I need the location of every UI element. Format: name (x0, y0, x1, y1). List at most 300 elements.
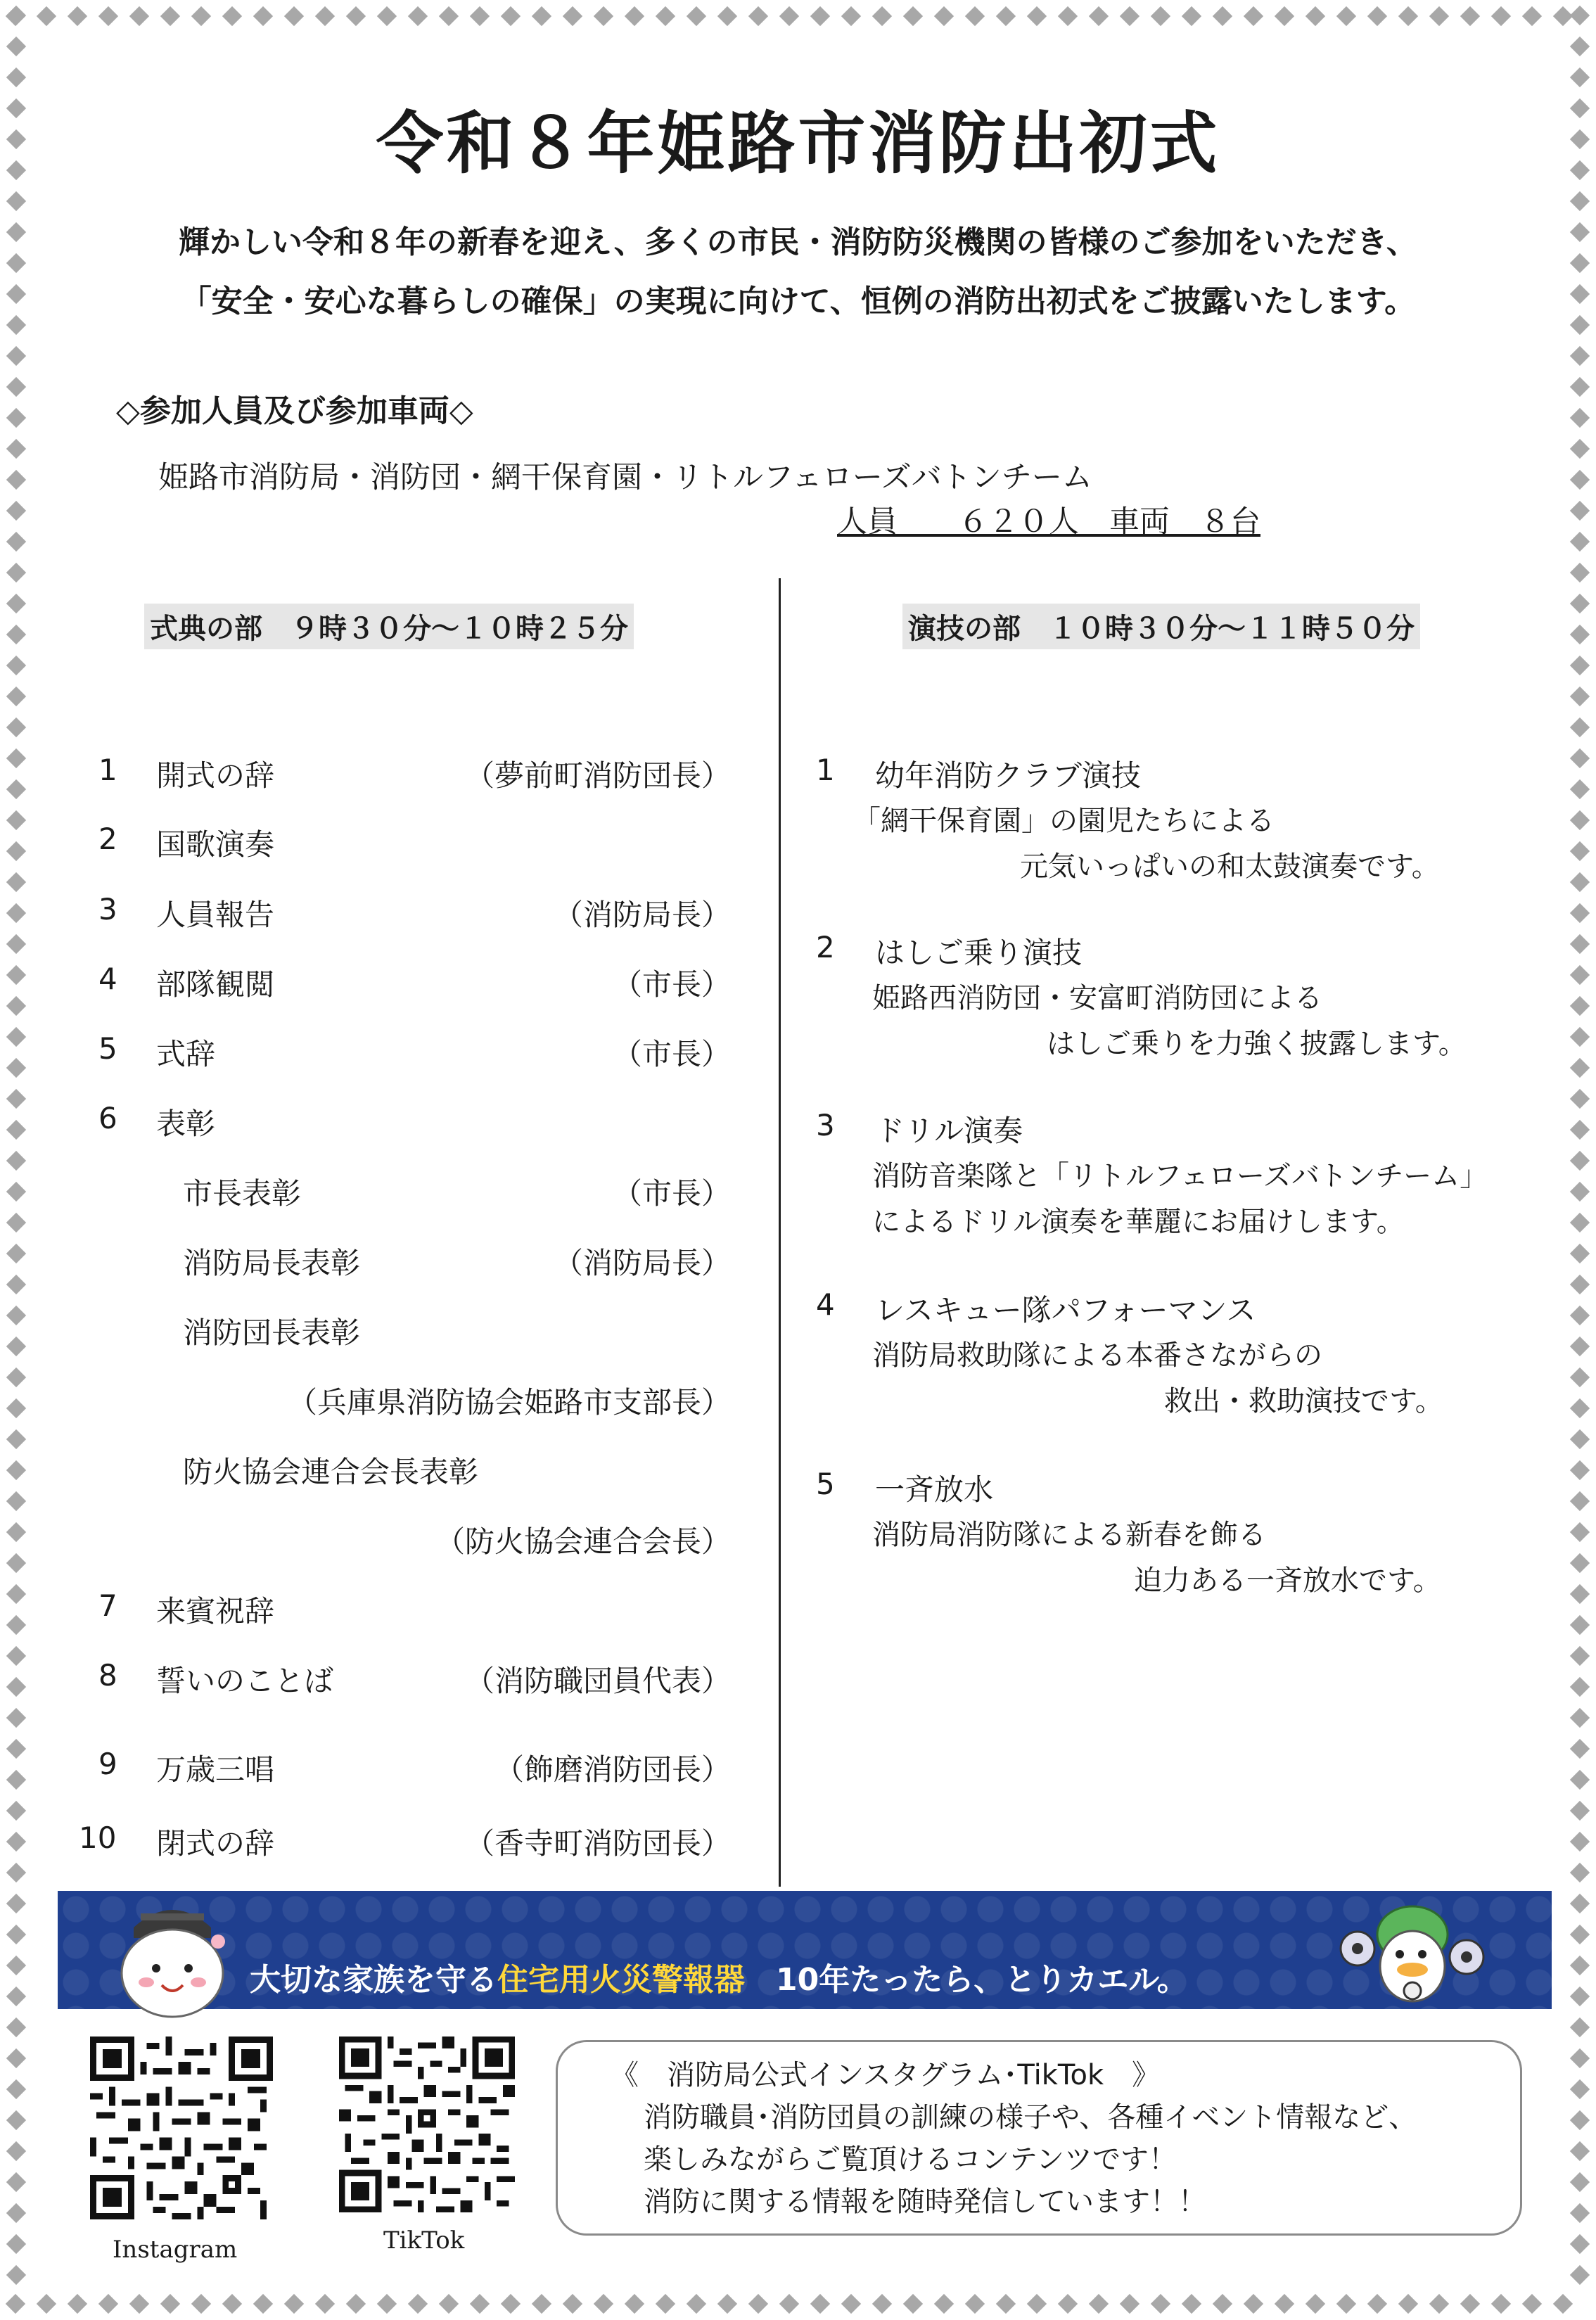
border-diamond (6, 2141, 26, 2161)
border-diamond (1570, 2203, 1590, 2223)
border-diamond (6, 2265, 26, 2285)
border-diamond (1213, 2294, 1232, 2314)
border-diamond (1570, 1151, 1590, 1171)
border-diamond (1570, 37, 1590, 56)
border-diamond (1570, 1894, 1590, 1913)
ceremony-item-presenter: （消防局長） (553, 898, 731, 932)
border-diamond (779, 6, 799, 26)
border-diamond (6, 377, 26, 397)
border-diamond (1491, 2294, 1511, 2314)
border-diamond (6, 1956, 26, 1975)
decorative-border-top (0, 0, 1596, 32)
border-diamond (6, 1832, 26, 1851)
border-diamond (6, 439, 26, 459)
performance-item-title: 幼年消防クラブ演技 (875, 758, 1142, 793)
ceremony-item-number: 6 (98, 1101, 117, 1135)
border-diamond (1570, 1987, 1590, 2006)
border-diamond (6, 532, 26, 552)
border-diamond (6, 625, 26, 644)
border-diamond (68, 6, 87, 26)
border-diamond (1570, 470, 1590, 490)
ceremony-heading: 式典の部 ９時３０分～１０時２５分 (144, 604, 634, 649)
border-diamond (6, 1460, 26, 1480)
border-diamond (1522, 2294, 1542, 2314)
border-diamond (6, 1182, 26, 1202)
ceremony-item-number: 10 (79, 1821, 117, 1855)
border-diamond (1570, 68, 1590, 87)
border-diamond (1570, 1584, 1590, 1604)
border-diamond (6, 1120, 26, 1140)
border-diamond (1398, 6, 1418, 26)
border-diamond (98, 2294, 118, 2314)
award-presenter: （防火協会連合会長） (435, 1524, 731, 1559)
border-diamond (1570, 965, 1590, 985)
award-presenter: （市長） (612, 1176, 731, 1211)
border-diamond (6, 470, 26, 490)
border-diamond (1275, 2294, 1294, 2314)
border-diamond (377, 6, 397, 26)
border-diamond (656, 2294, 675, 2314)
border-diamond (965, 6, 985, 26)
border-diamond (1120, 2294, 1139, 2314)
ceremony-item-label: 国歌演奏 (156, 827, 275, 862)
performance-item-desc: 元気いっぱいの和太鼓演奏です。 (1020, 850, 1440, 883)
ceremony-item-label: 人員報告 (156, 898, 275, 932)
border-diamond (1244, 6, 1263, 26)
border-diamond (6, 1306, 26, 1325)
border-diamond (1570, 625, 1590, 644)
border-diamond (439, 2294, 459, 2314)
border-diamond (1570, 1275, 1590, 1294)
border-diamond (315, 6, 335, 26)
border-diamond (6, 1894, 26, 1913)
border-diamond (1570, 532, 1590, 552)
page-title: 令和８年姫路市消防出初式 (376, 104, 1220, 183)
performance-item-desc: 救出・救助演技です。 (1164, 1385, 1443, 1417)
ceremony-item-label: 万歳三唱 (156, 1752, 275, 1787)
border-diamond (748, 6, 768, 26)
performance-item-number: 5 (816, 1467, 835, 1501)
ceremony-item-number: 2 (98, 822, 117, 856)
column-divider (779, 578, 781, 1887)
border-diamond (563, 2294, 582, 2314)
border-diamond (191, 6, 211, 26)
border-diamond (996, 6, 1016, 26)
border-diamond (346, 6, 366, 26)
border-diamond (1058, 6, 1078, 26)
border-diamond (532, 2294, 551, 2314)
ceremony-item-number: 5 (98, 1031, 117, 1066)
intro-line-1: 輝かしい令和８年の新春を迎え、多くの市民・消防防災機関の皆様のご参加をいただき、 (179, 224, 1417, 260)
instagram-qr-label: Instagram (113, 2236, 238, 2264)
border-diamond (717, 2294, 737, 2314)
tiktok-qr-label: TikTok (383, 2226, 465, 2255)
border-diamond (6, 1553, 26, 1573)
banner-text-tail: 10年たったら、とりカエル。 (745, 1962, 1188, 1998)
instagram-qr-code[interactable] (90, 2037, 273, 2219)
border-diamond (6, 594, 26, 613)
border-diamond (6, 1058, 26, 1078)
ceremony-item-label: 誓いのことば (156, 1664, 334, 1698)
border-diamond (501, 2294, 521, 2314)
border-diamond (625, 2294, 644, 2314)
ceremony-item-number: 9 (98, 1747, 117, 1781)
social-info-line: 消防職員･消防団員の訓練の様子や、各種イベント情報など、 (644, 2101, 1417, 2134)
border-diamond (160, 6, 180, 26)
performance-item-title: レスキュー隊パフォーマンス (875, 1293, 1256, 1327)
border-diamond (1182, 6, 1201, 26)
border-diamond (1570, 934, 1590, 954)
border-diamond (6, 2172, 26, 2192)
border-diamond (1570, 408, 1590, 428)
border-diamond (1570, 687, 1590, 706)
border-diamond (6, 903, 26, 923)
award-presenter: （兵庫県消防協会姫路市支部長） (287, 1385, 731, 1420)
ceremony-item-presenter: （夢前町消防団長） (464, 758, 731, 793)
border-diamond (965, 2294, 985, 2314)
border-diamond (1570, 2079, 1590, 2099)
mascot-left-image (113, 1899, 232, 2019)
border-diamond (1570, 439, 1590, 459)
border-diamond (1570, 6, 1590, 25)
border-diamond (1275, 6, 1294, 26)
border-diamond (996, 2294, 1016, 2314)
border-diamond (872, 6, 892, 26)
border-diamond (1570, 1089, 1590, 1109)
border-diamond (6, 37, 26, 56)
border-diamond (6, 2048, 26, 2068)
border-diamond (1570, 1925, 1590, 1944)
border-diamond (1367, 6, 1387, 26)
intro-line-2: 「安全・安心な暮らしの確保」の実現に向けて、恒例の消防出初式をご披露いたします。 (180, 283, 1416, 319)
border-diamond (68, 2294, 87, 2314)
border-diamond (1570, 1306, 1590, 1325)
ceremony-item-presenter: （市長） (612, 1037, 731, 1071)
border-diamond (1570, 501, 1590, 521)
border-diamond (1570, 1832, 1590, 1851)
border-diamond (1244, 2294, 1263, 2314)
border-diamond (1570, 718, 1590, 737)
ceremony-item-label: 式辞 (156, 1037, 216, 1071)
border-diamond (934, 2294, 954, 2314)
border-diamond (1570, 1677, 1590, 1697)
border-diamond (1570, 1646, 1590, 1666)
border-diamond (625, 6, 644, 26)
border-diamond (6, 191, 26, 211)
border-diamond (6, 1770, 26, 1790)
border-diamond (6, 1429, 26, 1449)
border-diamond (1570, 1182, 1590, 1202)
border-diamond (6, 996, 26, 1016)
social-info-line: 消防に関する情報を随時発信しています！！ (644, 2186, 1206, 2218)
border-diamond (6, 1677, 26, 1697)
performance-item-desc: 消防音楽隊と「リトルフェローズバトンチーム」 (872, 1160, 1488, 1192)
border-diamond (1570, 1801, 1590, 1821)
border-diamond (903, 6, 923, 26)
border-diamond (6, 1089, 26, 1109)
border-diamond (934, 6, 954, 26)
award-label: 防火協会連合会長表彰 (183, 1455, 479, 1489)
award-label: 市長表彰 (183, 1176, 302, 1211)
ceremony-item-label: 来賓祝辞 (156, 1594, 275, 1629)
border-diamond (1570, 377, 1590, 397)
border-diamond (1460, 2294, 1480, 2314)
border-diamond (6, 872, 26, 892)
performance-item-title: 一斉放水 (875, 1472, 994, 1507)
border-diamond (6, 563, 26, 582)
border-diamond (6, 748, 26, 768)
border-diamond (1522, 6, 1542, 26)
border-diamond (1570, 779, 1590, 799)
border-diamond (129, 6, 149, 26)
border-diamond (1336, 6, 1356, 26)
banner-text-lead: 大切な家族を守る (250, 1962, 497, 1998)
border-diamond (1570, 563, 1590, 582)
border-diamond (6, 1987, 26, 2006)
decorative-border-bottom (0, 2288, 1596, 2320)
border-diamond (6, 1646, 26, 1666)
border-diamond (1570, 1337, 1590, 1356)
border-diamond (810, 2294, 830, 2314)
border-diamond (6, 1708, 26, 1728)
border-diamond (1570, 346, 1590, 366)
border-diamond (1570, 841, 1590, 861)
ceremony-item-presenter: （市長） (612, 967, 731, 1002)
border-diamond (1570, 1120, 1590, 1140)
award-presenter: （消防局長） (553, 1246, 731, 1280)
border-diamond (470, 2294, 490, 2314)
border-diamond (1570, 1491, 1590, 1511)
border-diamond (6, 656, 26, 675)
border-diamond (1570, 1244, 1590, 1263)
border-diamond (1570, 748, 1590, 768)
border-diamond (6, 934, 26, 954)
award-label: 消防団長表彰 (183, 1315, 361, 1350)
border-diamond (1570, 1368, 1590, 1387)
border-diamond (1570, 1027, 1590, 1047)
border-diamond (160, 2294, 180, 2314)
participants-heading: ◇参加人員及び参加車両◇ (116, 393, 473, 429)
border-diamond (98, 6, 118, 26)
border-diamond (6, 1275, 26, 1294)
performance-item-desc: 姫路西消防団・安富町消防団による (872, 982, 1322, 1014)
border-diamond (6, 2079, 26, 2099)
border-diamond (222, 2294, 242, 2314)
border-diamond (1570, 2172, 1590, 2192)
border-diamond (1570, 996, 1590, 1016)
border-diamond (6, 1337, 26, 1356)
border-diamond (687, 6, 706, 26)
border-diamond (810, 6, 830, 26)
border-diamond (1570, 1739, 1590, 1759)
performance-item-number: 3 (816, 1108, 835, 1142)
border-diamond (687, 2294, 706, 2314)
border-diamond (191, 2294, 211, 2314)
banner-text-highlight: 住宅用火災警報器 (497, 1962, 745, 1998)
mascot-right-image (1329, 1892, 1491, 2019)
border-diamond (1570, 191, 1590, 211)
border-diamond (6, 2110, 26, 2130)
border-diamond (253, 6, 273, 26)
border-diamond (37, 6, 56, 26)
border-diamond (6, 1213, 26, 1232)
ceremony-item-number: 3 (98, 892, 117, 926)
ceremony-item-presenter: （香寺町消防団長） (464, 1826, 731, 1861)
border-diamond (315, 2294, 335, 2314)
border-diamond (1058, 2294, 1078, 2314)
border-diamond (408, 2294, 428, 2314)
performance-item-desc: によるドリル演奏を華麗にお届けします。 (872, 1206, 1405, 1238)
border-diamond (6, 1615, 26, 1635)
border-diamond (6, 965, 26, 985)
border-diamond (284, 2294, 304, 2314)
border-diamond (253, 2294, 273, 2314)
border-diamond (6, 841, 26, 861)
banner-text (250, 1954, 1188, 1999)
performance-item-number: 1 (816, 753, 835, 787)
border-diamond (377, 2294, 397, 2314)
border-diamond (284, 6, 304, 26)
border-diamond (1570, 903, 1590, 923)
border-diamond (1570, 1708, 1590, 1728)
border-diamond (1570, 1429, 1590, 1449)
border-diamond (1570, 1615, 1590, 1635)
border-diamond (656, 6, 675, 26)
performance-item-number: 4 (816, 1287, 835, 1322)
border-diamond (37, 2294, 56, 2314)
border-diamond (1491, 6, 1511, 26)
border-diamond (1367, 2294, 1387, 2314)
border-diamond (1570, 2018, 1590, 2037)
participants-counts: 人員 ６２０人 車両 ８台 (837, 504, 1260, 540)
border-diamond (779, 2294, 799, 2314)
border-diamond (1027, 6, 1047, 26)
decorative-border-left (0, 0, 32, 2320)
border-diamond (594, 2294, 613, 2314)
border-diamond (6, 1522, 26, 1542)
border-diamond (872, 2294, 892, 2314)
border-diamond (1570, 1058, 1590, 1078)
award-label: 消防局長表彰 (183, 1246, 361, 1280)
border-diamond (841, 6, 861, 26)
border-diamond (903, 2294, 923, 2314)
decorative-border-right (1564, 0, 1596, 2320)
border-diamond (6, 1584, 26, 1604)
border-diamond (6, 501, 26, 521)
border-diamond (1429, 6, 1449, 26)
border-diamond (532, 6, 551, 26)
border-diamond (346, 2294, 366, 2314)
border-diamond (1151, 2294, 1170, 2314)
performance-item-desc: 消防局消防隊による新春を飾る (872, 1519, 1266, 1551)
border-diamond (6, 1801, 26, 1821)
tiktok-qr-code[interactable] (339, 2037, 515, 2212)
border-diamond (6, 1244, 26, 1263)
performance-item-number: 2 (816, 930, 835, 964)
border-diamond (1570, 810, 1590, 830)
border-diamond (470, 6, 490, 26)
ceremony-item-label: 閉式の辞 (156, 1826, 275, 1861)
border-diamond (841, 2294, 861, 2314)
border-diamond (6, 1027, 26, 1047)
border-diamond (1429, 2294, 1449, 2314)
border-diamond (1570, 2048, 1590, 2068)
border-diamond (6, 1398, 26, 1418)
border-diamond (222, 6, 242, 26)
border-diamond (1151, 6, 1170, 26)
border-diamond (6, 779, 26, 799)
border-diamond (6, 810, 26, 830)
border-diamond (1089, 2294, 1109, 2314)
ceremony-item-presenter: （飾磨消防団長） (494, 1752, 731, 1787)
social-info-line: 楽しみながらご覧頂けるコンテンツです！ (644, 2143, 1177, 2176)
border-diamond (6, 687, 26, 706)
performance-item-desc: 迫力ある一斉放水です。 (1134, 1564, 1441, 1597)
border-diamond (748, 2294, 768, 2314)
border-diamond (6, 1925, 26, 1944)
border-diamond (1305, 6, 1325, 26)
ceremony-item-number: 4 (98, 962, 117, 996)
performance-heading: 演技の部 １０時３０分～１１時５０分 (902, 604, 1420, 649)
border-diamond (1213, 6, 1232, 26)
border-diamond (1089, 6, 1109, 26)
border-diamond (408, 6, 428, 26)
performance-item-desc: 「網干保育園」の園児たちによる (853, 805, 1275, 837)
border-diamond (1570, 2141, 1590, 2161)
border-diamond (1570, 656, 1590, 675)
border-diamond (1570, 2234, 1590, 2254)
border-diamond (563, 6, 582, 26)
border-diamond (6, 2234, 26, 2254)
ceremony-item-number: 1 (98, 753, 117, 787)
border-diamond (6, 1368, 26, 1387)
border-diamond (594, 6, 613, 26)
social-info-heading: 《 消防局公式インスタグラム･TikTok 》 (611, 2059, 1161, 2091)
border-diamond (1570, 2110, 1590, 2130)
performance-item-desc: 消防局救助隊による本番さながらの (872, 1339, 1322, 1372)
border-diamond (6, 346, 26, 366)
border-diamond (6, 1491, 26, 1511)
border-diamond (6, 68, 26, 87)
participants-organizations: 姫路市消防局・消防団・網干保育園・リトルフェローズバトンチーム (158, 460, 1092, 495)
border-diamond (1570, 1770, 1590, 1790)
ceremony-item-label: 部隊観閲 (156, 967, 275, 1002)
border-diamond (1570, 1956, 1590, 1975)
border-diamond (1570, 1460, 1590, 1480)
ceremony-item-label: 表彰 (156, 1107, 216, 1141)
border-diamond (6, 1863, 26, 1882)
border-diamond (6, 2018, 26, 2037)
border-diamond (1570, 594, 1590, 613)
performance-item-desc: はしご乗りを力強く披露します。 (1047, 1028, 1467, 1060)
border-diamond (1182, 2294, 1201, 2314)
border-diamond (1336, 2294, 1356, 2314)
border-diamond (1460, 6, 1480, 26)
border-diamond (1570, 872, 1590, 892)
border-diamond (1398, 2294, 1418, 2314)
border-diamond (6, 1151, 26, 1171)
border-diamond (129, 2294, 149, 2314)
border-diamond (6, 6, 26, 25)
ceremony-item-number: 7 (98, 1588, 117, 1623)
border-diamond (6, 408, 26, 428)
border-diamond (717, 6, 737, 26)
border-diamond (6, 718, 26, 737)
performance-item-title: ドリル演奏 (875, 1114, 1023, 1148)
border-diamond (1570, 1213, 1590, 1232)
border-diamond (1120, 6, 1139, 26)
ceremony-item-presenter: （消防職団員代表） (464, 1664, 731, 1698)
